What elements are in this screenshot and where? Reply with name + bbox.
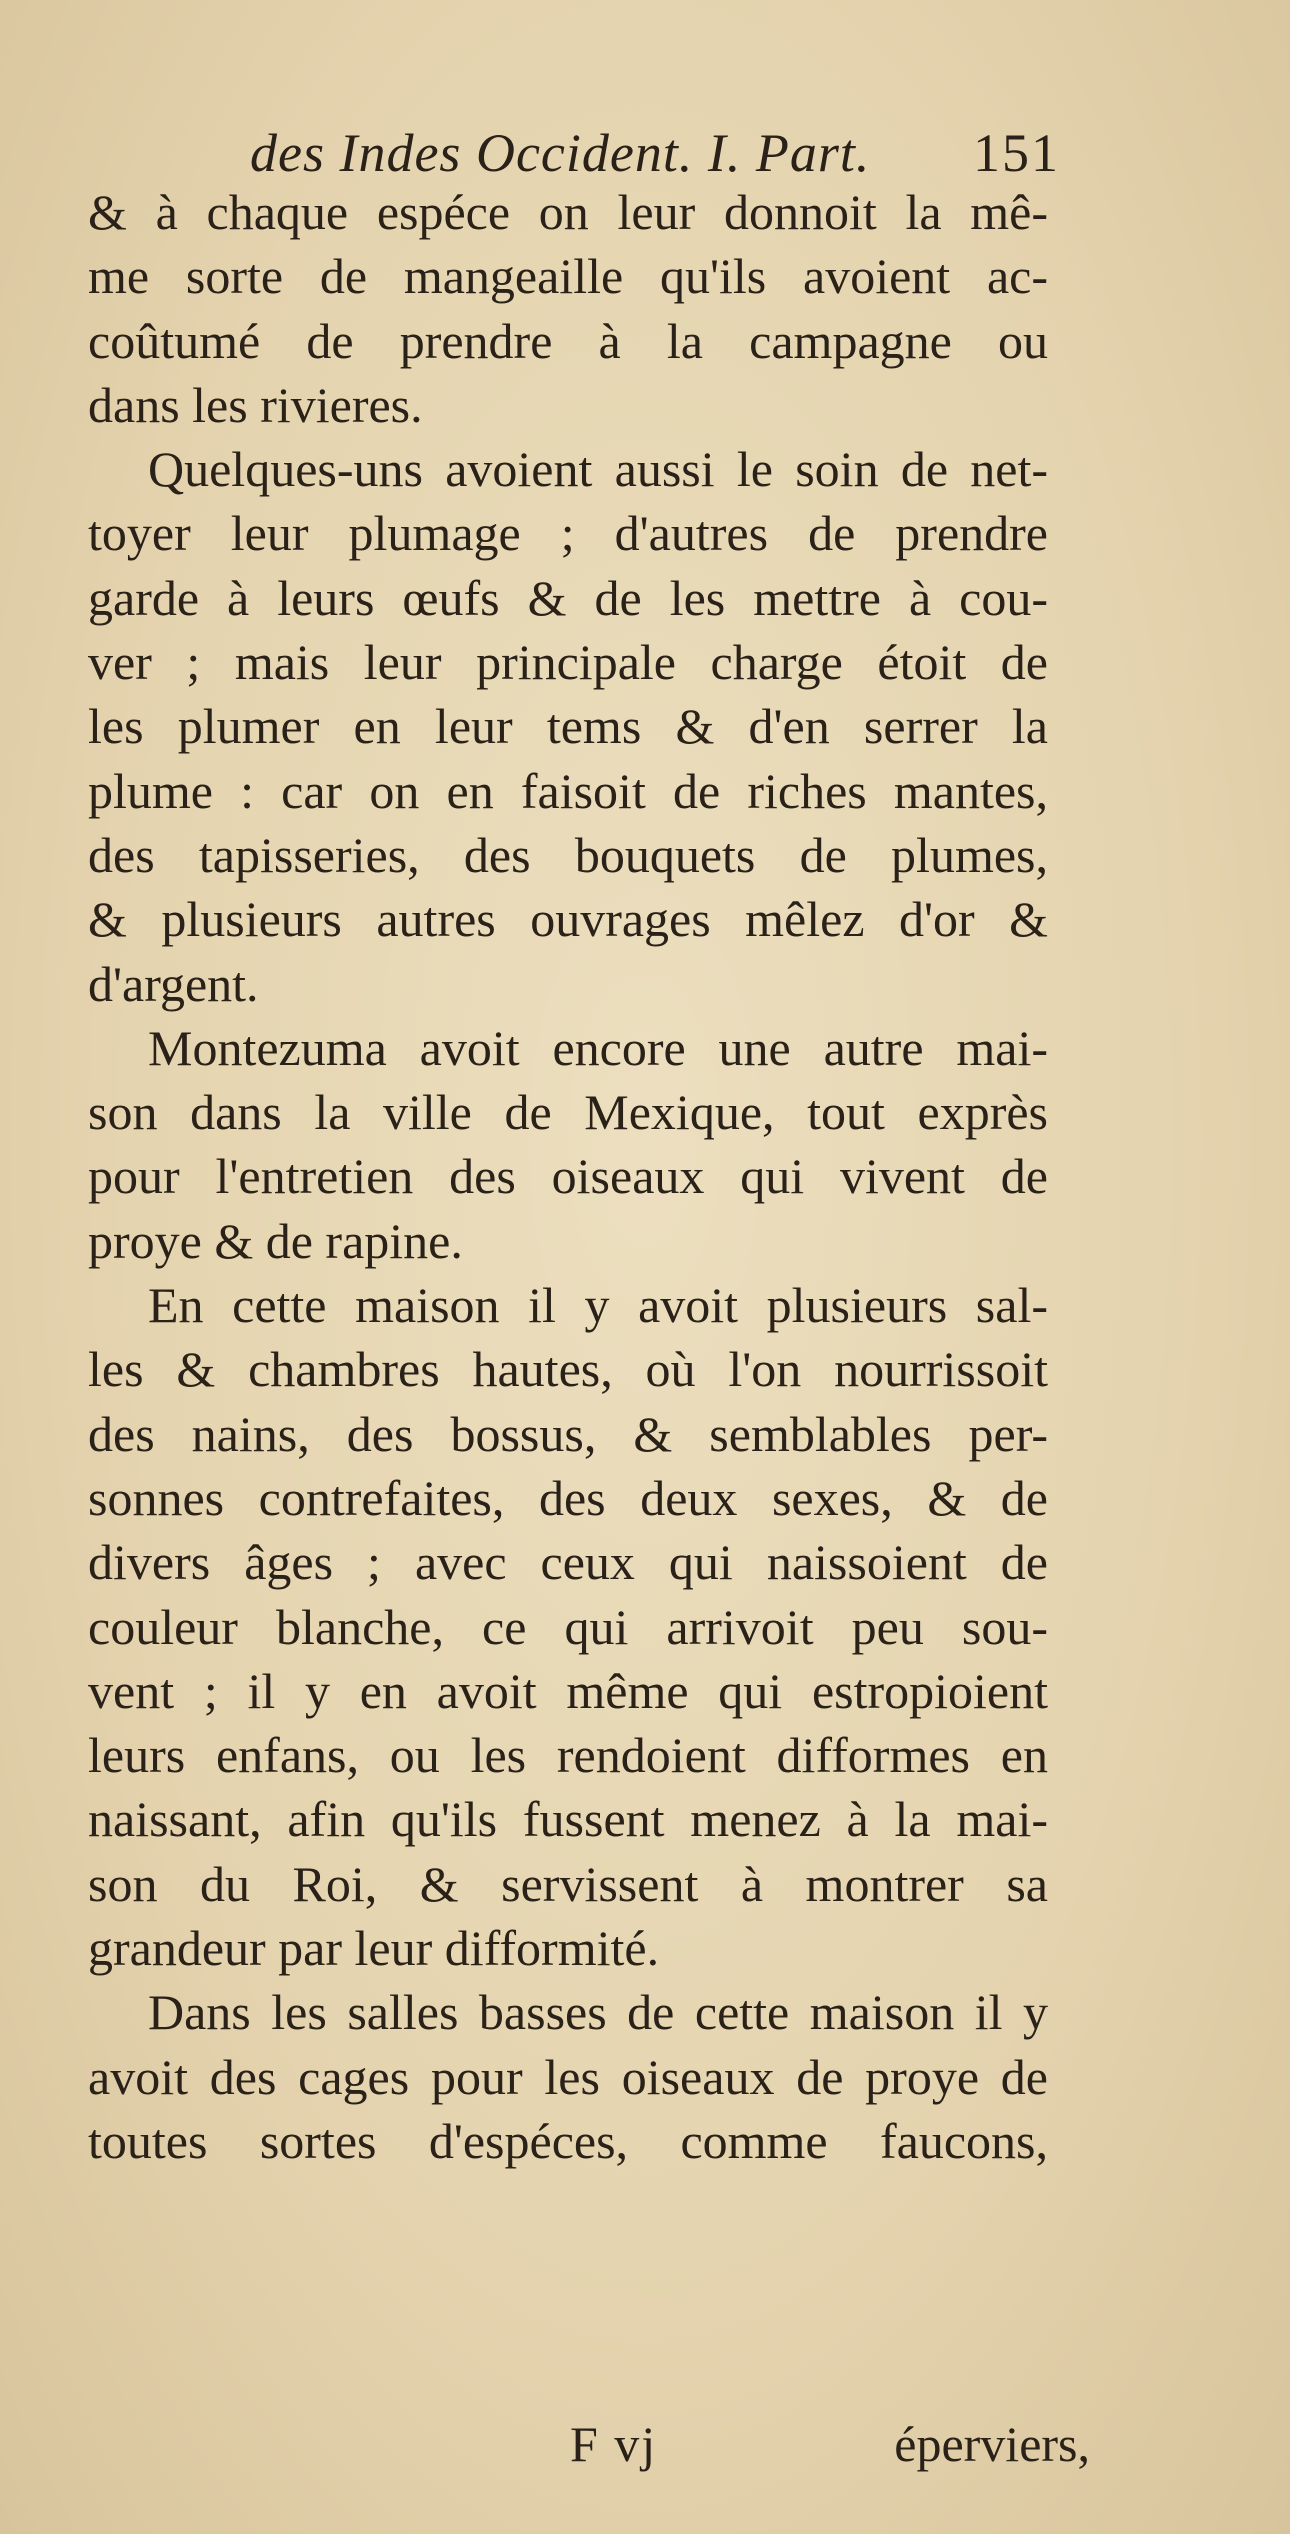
text-line: toyer leur plumage ; d'autres de prendre — [88, 505, 1048, 562]
text-line: d'argent. — [88, 955, 259, 1012]
text-line: les plumer en leur tems & d'en serrer la — [88, 698, 1048, 755]
text-line: les & chambres hautes, où l'on nourrissoit — [88, 1341, 1048, 1398]
page-footer — [570, 2412, 1090, 2476]
text-line: & à chaque espéce on leur donnoit la mê- — [88, 184, 1048, 240]
text-line: me sorte de mangeaille qu'ils avoient ac- — [88, 248, 1048, 305]
text-line: sonnes contrefaites, des deux sexes, & de — [88, 1469, 1048, 1526]
text-line: dans les rivieres. — [88, 376, 423, 433]
text-line: & plusieurs autres ouvrages mêlez d'or & — [88, 891, 1048, 948]
text-line: son dans la ville de Mexique, tout exprès — [88, 1084, 1048, 1141]
text-line: toutes sortes d'espéces, comme faucons, — [88, 2112, 1048, 2169]
body-text — [88, 180, 1048, 2173]
text-line: proye & de rapine. — [88, 1212, 463, 1269]
text-line: pour l'entretien des oiseaux qui vivent de — [88, 1148, 1048, 1205]
signature-mark: F vj — [570, 2416, 658, 2472]
running-title: des Indes Occident. I. Part. — [250, 123, 871, 183]
text-line: naissant, afin qu'ils fussent menez à la mai- — [88, 1791, 1048, 1848]
text-line: son du Roi, & servissent à montrer sa — [88, 1855, 1048, 1912]
text-line: avoit des cages pour les oiseaux de proye de — [88, 2048, 1048, 2105]
text-line: divers âges ; avec ceux qui naissoient de — [88, 1534, 1048, 1591]
text-line: Dans les salles basses de cette maison il y — [148, 1984, 1048, 2041]
text-line: grandeur par leur difformité. — [88, 1920, 660, 1977]
text-line: leurs enfans, ou les rendoient difformes en — [88, 1727, 1048, 1784]
page-header — [250, 118, 1060, 188]
catchword: éperviers, — [894, 2416, 1090, 2472]
text-line: garde à leurs œufs & de les mettre à cou- — [88, 569, 1048, 626]
text-line: Quelques-uns avoient aussi le soin de net- — [148, 441, 1048, 498]
text-line: vent ; il y en avoit même qui estropioient — [88, 1662, 1048, 1719]
text-line: plume : car on en faisoit de riches mantes, — [88, 762, 1048, 819]
text-line: couleur blanche, ce qui arrivoit peu sou- — [88, 1598, 1048, 1655]
text-line: coûtumé de prendre à la campagne ou — [88, 312, 1048, 369]
text-line: des tapisseries, des bouquets de plumes, — [88, 826, 1048, 883]
text-line: ver ; mais leur principale charge étoit de — [88, 634, 1048, 691]
page-number: 151 — [973, 123, 1060, 183]
text-line: des nains, des bossus, & semblables per- — [88, 1405, 1048, 1462]
text-line: Montezuma avoit encore une autre mai- — [148, 1019, 1048, 1076]
text-line: En cette maison il y avoit plusieurs sal- — [148, 1277, 1048, 1334]
